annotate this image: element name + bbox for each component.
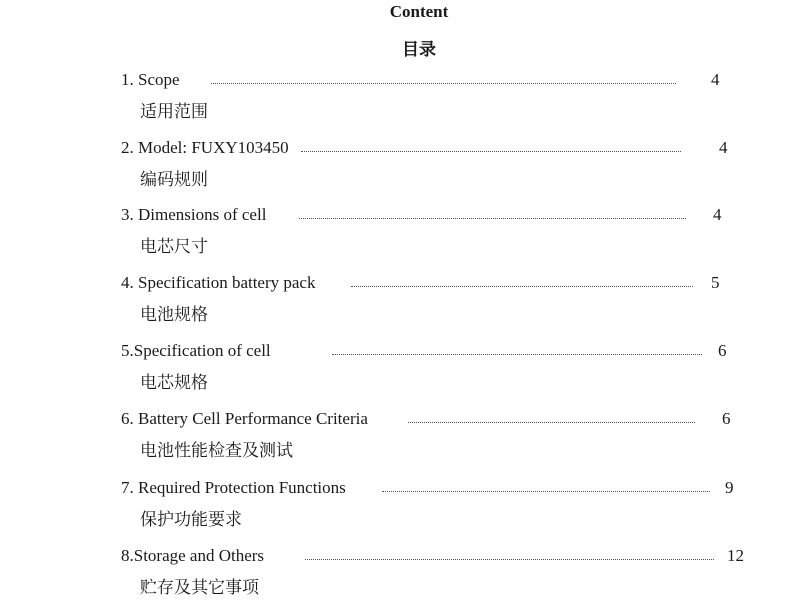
toc-entry-1 (0, 70, 800, 130)
toc-entry-4-leader (351, 286, 693, 287)
toc-entry-6-label: 6. Battery Cell Performance Criteria (121, 409, 368, 428)
toc-entry-1-page: 4 (711, 70, 720, 89)
toc-entry-4 (0, 273, 800, 333)
toc-entry-7-leader (382, 491, 710, 492)
toc-entry-3-label-cn: 电芯尺寸 (140, 237, 208, 257)
toc-entry-6-leader (408, 422, 695, 423)
toc-entry-1-label: 1. Scope (121, 70, 180, 89)
toc-entry-7-page: 9 (725, 478, 734, 497)
toc-entry-8-label-cn: 贮存及其它事项 (140, 578, 259, 598)
toc-entry-7-label: 7. Required Protection Functions (121, 478, 346, 497)
toc-entry-3-label: 3. Dimensions of cell (121, 205, 267, 224)
toc-entry-2-leader (301, 151, 681, 152)
toc-entry-8 (0, 546, 800, 606)
toc-entry-3-page: 4 (713, 205, 722, 224)
toc-entry-2-label-cn: 编码规则 (140, 170, 208, 190)
toc-entry-8-label: 8.Storage and Others (121, 546, 265, 565)
toc-entry-4-label-cn: 电池规格 (140, 305, 208, 325)
toc-entry-7 (0, 478, 800, 538)
toc-entry-5-page: 6 (718, 341, 727, 360)
toc-entry-1-label-cn: 适用范围 (140, 102, 208, 122)
toc-entry-2-page: 4 (719, 138, 728, 157)
toc-entry-2 (0, 138, 800, 198)
toc-entry-1-leader (211, 83, 676, 84)
toc-entry-8-leader (305, 559, 714, 560)
toc-entry-7-label-cn: 保护功能要求 (140, 510, 242, 530)
toc-title-en: Content (389, 2, 449, 21)
toc-entry-2-label: 2. Model: FUXY103450 (121, 138, 289, 157)
toc-entry-3-leader (299, 218, 686, 219)
toc-title-cn: 目录 (402, 40, 436, 59)
toc-entry-5-label: 5.Specification of cell (121, 341, 271, 360)
toc-entry-6-label-cn: 电池性能检查及测试 (140, 441, 293, 461)
toc-entry-6 (0, 409, 800, 469)
toc-entry-8-page: 12 (727, 546, 744, 565)
toc-entry-5-leader (332, 354, 702, 355)
toc-entry-6-page: 6 (722, 409, 731, 428)
toc-entry-4-page: 5 (711, 273, 720, 292)
toc-entry-4-label: 4. Specification battery pack (121, 273, 316, 292)
toc-entry-5-label-cn: 电芯规格 (140, 373, 208, 393)
toc-entry-3 (0, 205, 800, 265)
toc-entry-5 (0, 341, 800, 401)
